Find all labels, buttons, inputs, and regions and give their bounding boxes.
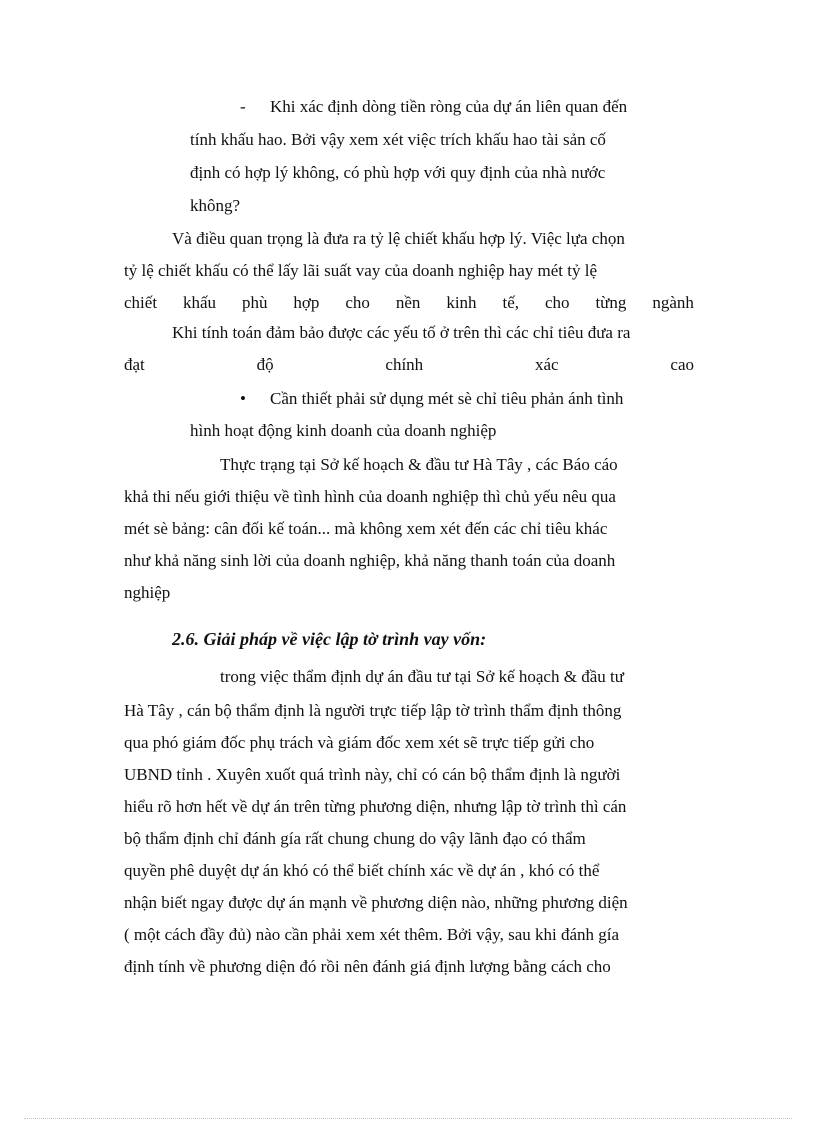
paragraph-line: nghiệp bbox=[124, 583, 171, 602]
word: độ bbox=[256, 355, 274, 374]
word: kinh bbox=[446, 293, 477, 312]
word: xác bbox=[535, 355, 559, 374]
word: từng bbox=[595, 293, 627, 312]
paragraph-line: tỷ lệ chiết khấu có thể lấy lãi suất vay của doanh nghiệp hay mét tỷ lệ bbox=[124, 261, 598, 280]
paragraph-line: mét sè bảng: cân đối kế toán... mà không xem xét đến các chỉ tiêu khác bbox=[124, 519, 608, 538]
word: hợp bbox=[293, 293, 320, 312]
paragraph-line: Khi tính toán đảm bảo được các yếu tố ở trên thì các chỉ tiêu đưa ra bbox=[172, 323, 631, 342]
paragraph-line: bộ thẩm định chỉ đánh gía rất chung chung do vậy lãnh đạo có thẩm bbox=[124, 829, 586, 848]
paragraph-line: trong việc thẩm định dự án đầu tư tại Sở kế hoạch & đầu tư bbox=[220, 667, 624, 686]
dot-bullet: • bbox=[240, 389, 246, 408]
word: chiết bbox=[124, 293, 158, 312]
paragraph-line: định tính về phương diện đó rồi nên đánh giá định lượng bằng cách cho bbox=[124, 957, 611, 976]
word: đạt bbox=[124, 355, 145, 374]
word: phù bbox=[241, 293, 268, 312]
paragraph-line: khả thi nếu giới thiệu về tình hình của doanh nghiệp thì chủ yếu nêu qua bbox=[124, 487, 616, 506]
paragraph-line: quyền phê duyệt dự án khó có thể biết chính xác về dự án , khó có thể bbox=[124, 861, 600, 880]
dash-bullet: - bbox=[240, 97, 246, 116]
word: khấu bbox=[182, 293, 217, 312]
paragraph-line: hình hoạt động kinh doanh của doanh nghiệp bbox=[190, 421, 497, 440]
justified-line bbox=[124, 292, 694, 314]
paragraph-line: nhận biết ngay được dự án mạnh về phương diện nào, những phương diện bbox=[124, 893, 628, 912]
paragraph-line: như khả năng sinh lời của doanh nghiệp, khả năng thanh toán của doanh bbox=[124, 551, 616, 570]
word: cao bbox=[670, 355, 694, 374]
word: ngành bbox=[652, 293, 694, 312]
word: cho bbox=[345, 293, 370, 312]
paragraph-line: không? bbox=[190, 196, 241, 215]
paragraph-line: qua phó giám đốc phụ trách và giám đốc xem xét sẽ trực tiếp gửi cho bbox=[124, 733, 595, 752]
section-heading: 2.6. Giải pháp về việc lập tờ trình vay vốn: bbox=[172, 629, 487, 649]
word: nền bbox=[395, 293, 421, 312]
paragraph-line: Hà Tây , cán bộ thẩm định là người trực tiếp lập tờ trình thẩm định thông bbox=[124, 701, 622, 720]
paragraph-line: hiểu rõ hơn hết về dự án trên từng phương diện, nhưng lập tờ trình thì cán bbox=[124, 797, 627, 816]
page-bottom-border bbox=[24, 1118, 792, 1119]
paragraph-line: Cần thiết phải sử dụng mét sè chỉ tiêu phản ánh tình bbox=[270, 389, 624, 408]
paragraph-line: Và điều quan trọng là đưa ra tỷ lệ chiết khấu hợp lý. Việc lựa chọn bbox=[172, 229, 625, 248]
paragraph-line: Thực trạng tại Sở kế hoạch & đầu tư Hà Tây , các Báo cáo bbox=[220, 455, 618, 474]
paragraph-line: định có hợp lý không, có phù hợp với quy định của nhà nước bbox=[190, 163, 606, 182]
paragraph-line: ( một cách đầy đủ) nào cần phải xem xét thêm. Bởi vậy, sau khi đánh gía bbox=[124, 925, 620, 944]
paragraph-line: UBND tỉnh . Xuyên xuốt quá trình này, chỉ có cán bộ thẩm định là người bbox=[124, 765, 621, 784]
word: chính bbox=[385, 355, 424, 374]
paragraph-line: tính khấu hao. Bởi vậy xem xét việc trích khấu hao tài sản cố bbox=[190, 130, 606, 149]
paragraph-line: Khi xác định dòng tiền ròng của dự án liên quan đến bbox=[270, 97, 628, 116]
word: cho bbox=[544, 293, 570, 312]
justified-line bbox=[124, 354, 694, 376]
word: tế, bbox=[502, 293, 520, 312]
